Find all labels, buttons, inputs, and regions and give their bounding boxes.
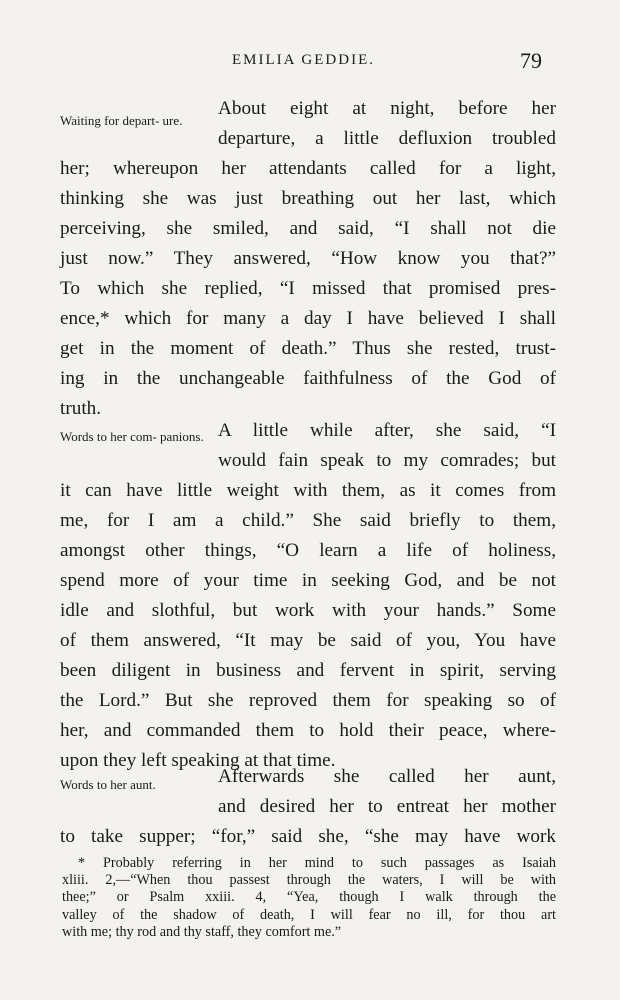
text-line: upon they left speaking at that time. <box>60 750 336 771</box>
running-head <box>0 48 620 78</box>
text-line: thinking she was just breathing out her last, which <box>60 188 556 209</box>
page-number: 79 <box>520 48 542 73</box>
text-line: A little while after, she said, “I <box>218 420 556 441</box>
margin-note-waiting: Waiting for depart- ure. <box>60 113 183 128</box>
footnote-line: * Probably referring in her mind to such passages as Isaiah <box>78 855 556 871</box>
text-line: amongst other things, “O learn a life of holiness, <box>60 540 556 561</box>
text-line: ing in the unchangeable faithfulness of the God of <box>60 368 556 389</box>
text-line: spend more of your time in seeking God, and be not <box>60 570 556 591</box>
text-line: just now.” They answered, “How know you that?” <box>60 248 556 269</box>
text-line: her; whereupon her attendants called for a light, <box>60 158 556 179</box>
text-line: me, for I am a child.” She said briefly to them, <box>60 510 556 531</box>
running-title: EMILIA GEDDIE. <box>232 52 375 68</box>
text-line: of them answered, “It may be said of you, You have <box>60 630 556 651</box>
text-line: it can have little weight with them, as it comes from <box>60 480 556 501</box>
text-line: been diligent in business and fervent in spirit, serving <box>60 660 556 681</box>
text-line: to take supper; “for,” said she, “she may have work <box>60 826 556 847</box>
footnote-line: xliii. 2,—“When thou passest through the waters, I will be with <box>62 872 556 889</box>
footnote <box>62 855 556 941</box>
text-line: perceiving, she smiled, and said, “I shall not die <box>60 218 556 239</box>
text-line: To which she replied, “I missed that promised pres- <box>60 278 556 299</box>
margin-note-companions: Words to her com- panions. <box>60 429 204 444</box>
text-line: get in the moment of death.” Thus she rested, trust- <box>60 338 556 359</box>
text-line: departure, a little defluxion troubled <box>218 128 556 149</box>
text-line: and desired her to entreat her mother <box>218 796 556 817</box>
margin-note-aunt: Words to her aunt. <box>60 777 156 792</box>
footnote-line: with me; thy rod and thy staff, they comfort me.” <box>62 923 342 940</box>
text-line: the Lord.” But she reproved them for speaking so of <box>60 690 556 711</box>
text-line: Afterwards she called her aunt, <box>218 766 556 787</box>
text-line: her, and commanded them to hold their peace, where- <box>60 720 556 741</box>
text-line: would fain speak to my comrades; but <box>218 450 556 471</box>
text-line: truth. <box>60 398 102 419</box>
footnote-line: valley of the shadow of death, I will fear no ill, for thou art <box>62 906 556 923</box>
text-line: idle and slothful, but work with your hands.” Some <box>60 600 556 621</box>
text-line: About eight at night, before her <box>218 98 556 119</box>
footnote-line: thee;” or Psalm xxiii. 4, “Yea, though I walk through the <box>62 889 556 906</box>
text-line: ence,* which for many a day I have believed I shall <box>60 308 556 329</box>
